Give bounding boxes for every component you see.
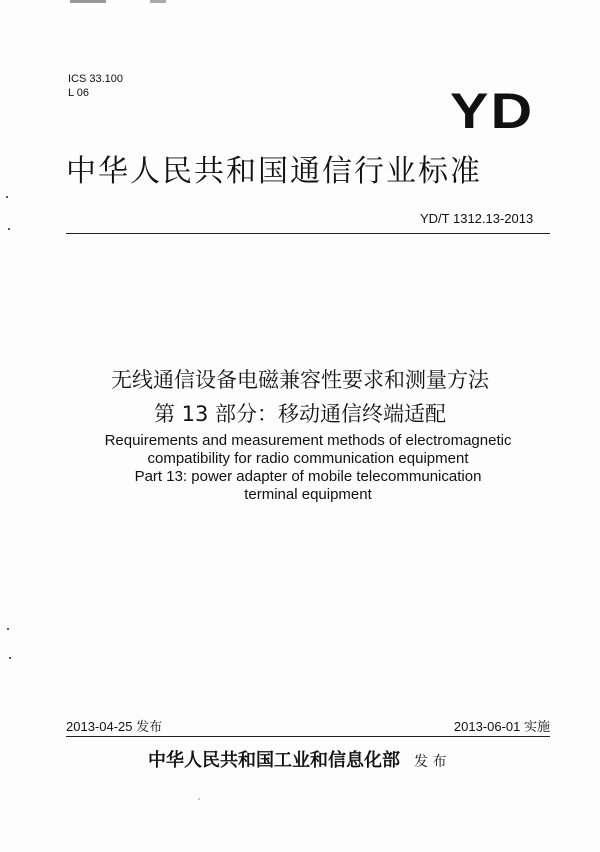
english-title-line2: compatibility for radio communication equipment: [147, 450, 469, 467]
scan-edge-mark: [150, 0, 166, 3]
ics-code: ICS 33.100: [68, 73, 124, 85]
scan-speck: [7, 628, 9, 630]
standard-number: YD/T 1312.13-2013: [420, 211, 534, 226]
scan-speck: [6, 196, 8, 198]
classification-codes: [68, 72, 123, 100]
scan-speck: [8, 228, 10, 230]
implementation-date: 2013-06-01 实施: [453, 719, 550, 734]
publisher-line: [148, 746, 446, 772]
standard-category-title: 中华人民共和国通信行业标准: [66, 154, 482, 189]
english-title-line1: Requirements and measurement methods of electromagnetic: [104, 432, 512, 449]
footer-divider: [66, 736, 550, 737]
issue-date: 2013-04-25 发布: [66, 719, 163, 734]
scan-speck: [198, 798, 200, 800]
scan-edge-mark: [70, 0, 106, 3]
publisher-name: 中华人民共和国工业和信息化部: [148, 750, 400, 771]
header-divider: [66, 233, 550, 234]
ccs-code: L 06: [68, 87, 90, 99]
chinese-title: [0, 363, 600, 431]
publisher-action: 发 布: [414, 754, 447, 770]
english-title: [0, 432, 600, 504]
scan-speck: [9, 657, 11, 659]
chinese-title-line2: 第 13 部分：移动通信终端适配: [153, 402, 447, 426]
yd-logo: YD: [450, 83, 535, 139]
english-title-line3: Part 13: power adapter of mobile telecommunication: [134, 468, 482, 485]
english-title-line4: terminal equipment: [244, 486, 372, 503]
chinese-title-line1: 无线通信设备电磁兼容性要求和测量方法: [111, 368, 489, 392]
